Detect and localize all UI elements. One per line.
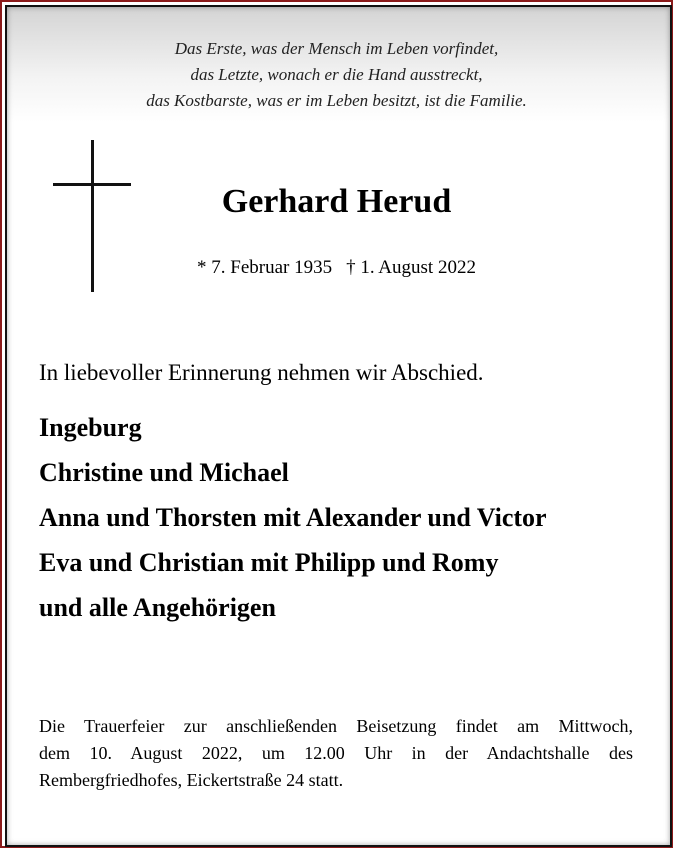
mourner-entry: und alle Angehörigen bbox=[39, 593, 276, 622]
quote-line-2: das Letzte, wonach er die Hand ausstreckt, bbox=[190, 65, 483, 84]
service-line-2: dem 10. August 2022, um 12.00 Uhr in der Andachtshalle des bbox=[39, 743, 633, 763]
birth-date: * 7. Februar 1935 bbox=[197, 257, 333, 278]
mourner-entry: Anna und Thorsten mit Alexander und Victor bbox=[39, 503, 547, 532]
death-date: † 1. August 2022 bbox=[346, 257, 476, 278]
service-line-1: Die Trauerfeier zur anschließenden Beisetzung findet am Mittwoch, bbox=[39, 716, 633, 736]
mourners-list bbox=[39, 405, 547, 630]
family-quote bbox=[0, 36, 673, 114]
service-line-3: Rembergfriedhofes, Eickertstraße 24 statt. bbox=[39, 770, 344, 790]
farewell-line: In liebevoller Erinnerung nehmen wir Abschied. bbox=[39, 360, 484, 385]
deceased-name: Gerhard Herud bbox=[221, 183, 452, 220]
quote-line-3: das Kostbarste, was er im Leben besitzt, ist die Familie. bbox=[146, 91, 527, 110]
mourner-entry: Ingeburg bbox=[39, 413, 142, 442]
mourner-entry: Christine und Michael bbox=[39, 458, 289, 487]
mourner-entry: Eva und Christian mit Philipp und Romy bbox=[39, 548, 499, 577]
life-dates bbox=[0, 257, 673, 279]
quote-line-1: Das Erste, was der Mensch im Leben vorfindet, bbox=[174, 39, 499, 58]
funeral-service-notice bbox=[39, 713, 633, 794]
